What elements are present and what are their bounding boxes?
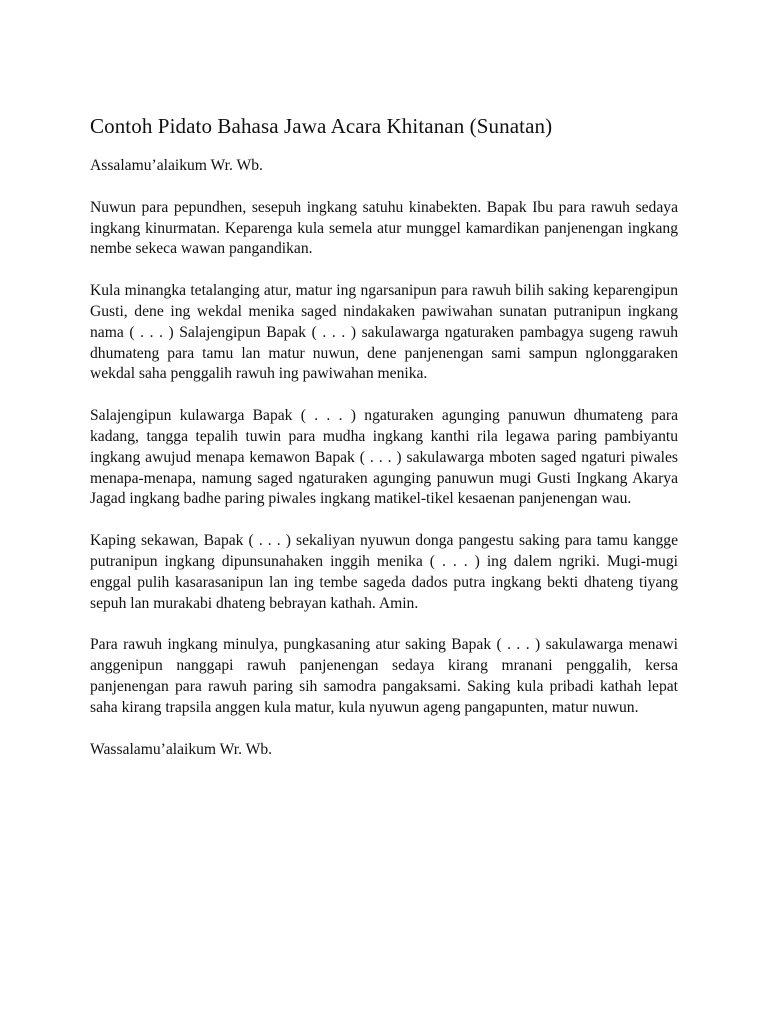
- document-page: [90, 112, 678, 781]
- paragraph-2: Kula minangka tetalanging atur, matur ing ngarsanipun para rawuh bilih saking keparengipun Gusti, dene ing wekdal menika saged nindakaken pawiwahan sunatan putranipun ingkang nama ( . . . ) Salajengipun Bapak ( . . . ) sakulawarga ngaturaken pambagya sugeng rawuh dhumateng para tamu lan matur nuwun, dene panjenengan sami sampun nglonggaraken wekdal saha penggalih rawuh ing pawiwahan menika.: [90, 282, 678, 383]
- paragraph-3: Salajengipun kulawarga Bapak ( . . . ) ngaturaken agunging panuwun dhumateng para kadang, tangga tepalih tuwin para mudha ingkang kanthi rila legawa paring pambiyantu ingkang awujud menapa kemawon Bapak ( . . . ) sakulawarga mboten saged ngaturi piwales menapa-menapa, namung saged ngaturaken agunging panuwun mugi Gusti Ingkang Akarya Jagad ingkang badhe paring piwales ingkang matikel-tikel kesaenan panjenengan wau.: [90, 407, 678, 508]
- closing-greeting: Wassalamu’alaikum Wr. Wb.: [90, 740, 273, 758]
- paragraph-1: Nuwun para pepundhen, sesepuh ingkang satuhu kinabekten. Bapak Ibu para rawuh sedaya ingkang kinurmatan. Keparenga kula semela atur munggel kamardikan panjenengan ingkang nembe sekeca wawan pangandikan.: [90, 198, 678, 258]
- opening-greeting: Assalamu’alaikum Wr. Wb.: [90, 157, 263, 174]
- paragraph-4: Kaping sekawan, Bapak ( . . . ) sekaliyan nyuwun donga pangestu saking para tamu kangge putranipun ingkang dipunsunahaken inggih menika ( . . . ) ing dalem ngriki. Mugi-mugi enggal pulih kasarasanipun lan ing tembe sageda dados putra ingkang bekti dhateng tiyang sepuh lan murakabi dhateng bebrayan kathah. Amin.: [90, 532, 678, 612]
- document-title: Contoh Pidato Bahasa Jawa Acara Khitanan (Sunatan): [90, 114, 553, 138]
- paragraph-5: Para rawuh ingkang minulya, pungkasaning atur saking Bapak ( . . . ) sakulawarga menawi anggenipun nanggapi rawuh panjenengan sedaya kirang mranani penggalih, kersa panjenengan para rawuh paring sih samodra pangaksami. Saking kula pribadi kathah lepat saha kirang trapsila anggen kula matur, kula nyuwun ageng pangapunten, matur nuwun.: [90, 636, 678, 716]
